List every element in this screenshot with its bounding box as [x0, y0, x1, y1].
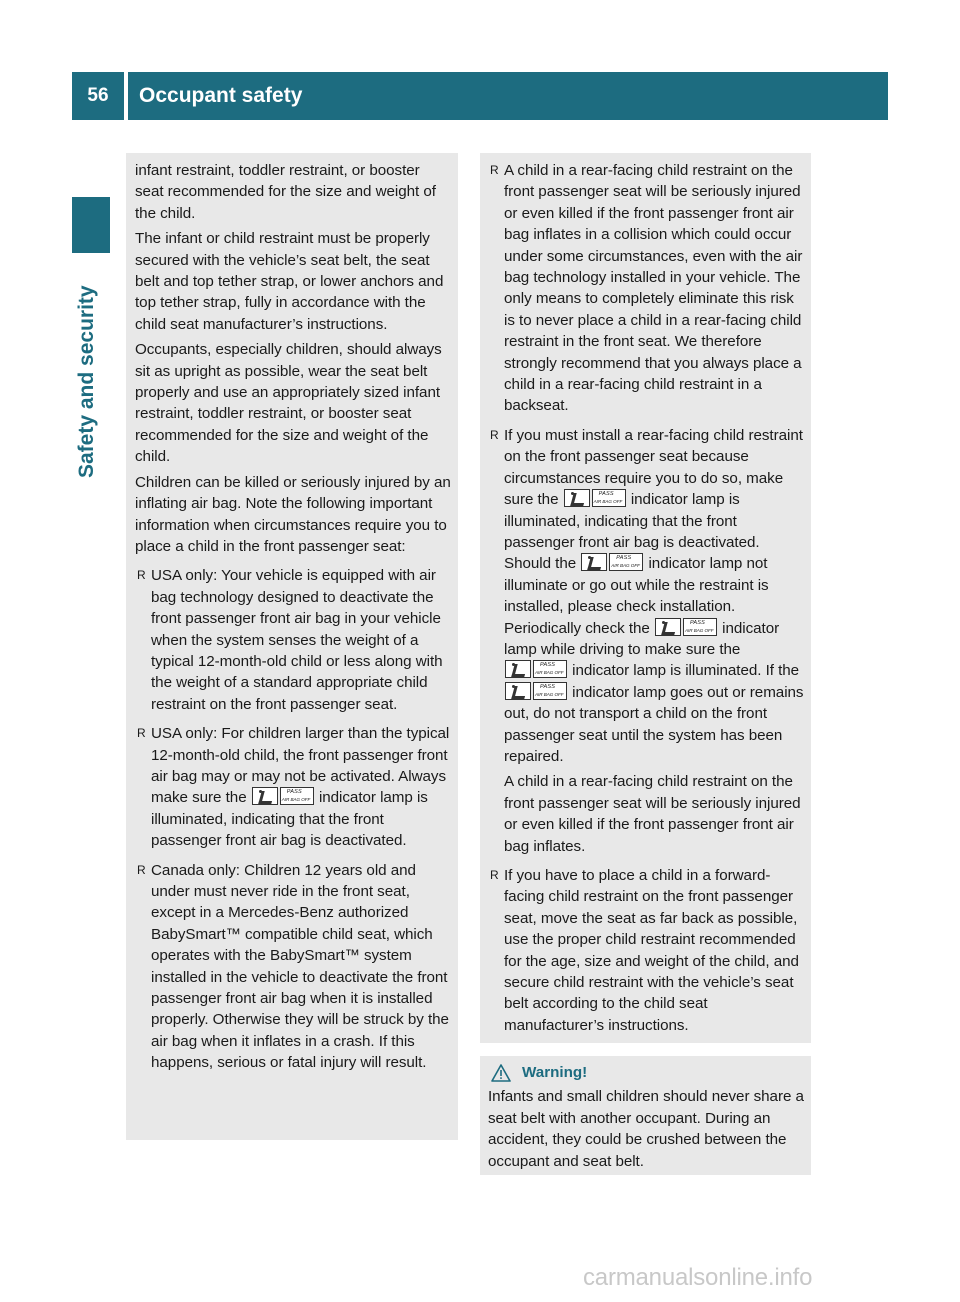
list-item-text: R Canada only: Children 12 years old and under must never ride in the front seat, except in a Mercedes-Benz authorized BabySmart™ compatible child seat, which operates with the BabySmart™ system installed in the vehicle to deactivate the front passenger front air bag when it is installed properly. Otherwise they will be struck by the air bag when it inflates in a crash. If this happens, serious or fatal injury will result. [151, 861, 449, 1072]
page-number: 56 [72, 72, 124, 120]
pass-air-bag-off-indicator-icon [655, 618, 717, 636]
list-item-text: R USA only: For children larger than the typical 12-month-old child, the front passenger front air bag may or may not be activated. Always make sure the PASS AIR BAG OFF indicator lamp is illuminated, indicating that the front passenger front air bag is deactivated. [151, 723, 451, 851]
pass-air-bag-off-indicator-icon [581, 553, 643, 571]
list-item-text: R A child in a rear-facing child restraint on the front passenger seat will be seriously injured or even killed if the front passenger front air bag inflates in a collision which could occur under some circumstances, even with the air bag technology installed in your vehicle. The only means to completely eliminate this risk is to never place a child in a rear-facing child restraint in the front seat. We therefore strongly recommend that you always place a child in a rear-facing child restraint in a backseat. [504, 162, 803, 415]
right-column [480, 153, 811, 1043]
list-item [488, 160, 804, 417]
list-item [135, 860, 451, 1074]
list-item-text: R USA only: Your vehicle is equipped with air bag technology designed to deactivate the front passenger front air bag in your vehicle when the system senses the weight of a typical 12-month-old child or less along with the weight of a standard appropriate child restraint on the front passenger seat. [151, 567, 443, 713]
list-item-text: R If you have to place a child in a forward-facing child restraint on the front passenger seat, move the seat as far back as possible, use the proper child restraint recommended for the age, size and weight of the child, and secure child restraint with the vehicle’s seat belt according to the child seat manufacturer’s instructions. [504, 867, 799, 1034]
watermark: carmanualsonline.info [583, 1264, 813, 1291]
side-tab-label: Safety and security [75, 285, 98, 478]
side-tab-marker [72, 197, 110, 253]
warning-triangle-icon [491, 1064, 511, 1082]
warning-heading [488, 1062, 804, 1083]
paragraph: The infant or child restraint must be properly secured with the vehicle’s seat belt, the seat belt and top tether strap, or lower anchors and top tether strap, fully in accordance with the child seat manufacturer’s instructions. [135, 230, 444, 333]
list-item [488, 425, 804, 857]
pass-air-bag-off-indicator-icon [505, 682, 567, 700]
pass-air-bag-off-indicator-icon [505, 660, 567, 678]
list-item-subtext: A child in a rear-facing child restraint on the front passenger seat will be seriously injured or even killed if the front passenger front air bag inflates. [504, 773, 801, 855]
paragraph: Occupants, especially children, should always sit as upright as possible, wear the seat belt properly and use an appropriately sized infant restraint, toddler restraint, or booster seat recommended for the size and weight of the child. [135, 341, 442, 466]
pass-air-bag-off-indicator-icon [564, 489, 626, 507]
left-column [126, 153, 458, 1140]
pass-air-bag-off-indicator-icon [252, 787, 314, 805]
page-title: Occupant safety [128, 72, 888, 120]
paragraph: Children can be killed or seriously injured by an inflating air bag. Note the following important information when circumstances require you to place a child in the front passenger seat: [135, 473, 451, 555]
paragraph: infant restraint, toddler restraint, or booster seat recommended for the size and weight of the child. [135, 162, 436, 222]
warning-body: Infants and small children should never share a seat belt with another occupant. During an accident, they could be crushed between the occupant and seat belt. [488, 1088, 804, 1170]
list-item [135, 723, 451, 851]
warning-title: Warning! [522, 1064, 588, 1081]
warning-box [480, 1056, 811, 1175]
list-item [488, 865, 804, 1036]
list-item [135, 565, 451, 715]
list-item-text: R If you must install a rear-facing child restraint on the front passenger seat because circumstances require you to do so, make sure the PASS AIR BAG OFF indicator lamp is illuminated, indicating that the front passenger front air bag is deactivated. Should the PASS AIR BAG OFF indicator lamp not illuminate or go out while the restraint is installed, please check installation. Periodically check the PASS AIR BAG OFF indicator lamp while driving to make sure the PASS AIR BAG OFF indicator lamp is illuminated. If the PASS AIR BAG OFF indicator lamp goes out or remains out, do not transport a child on the front passenger seat until the system has been repaired. [504, 425, 804, 768]
